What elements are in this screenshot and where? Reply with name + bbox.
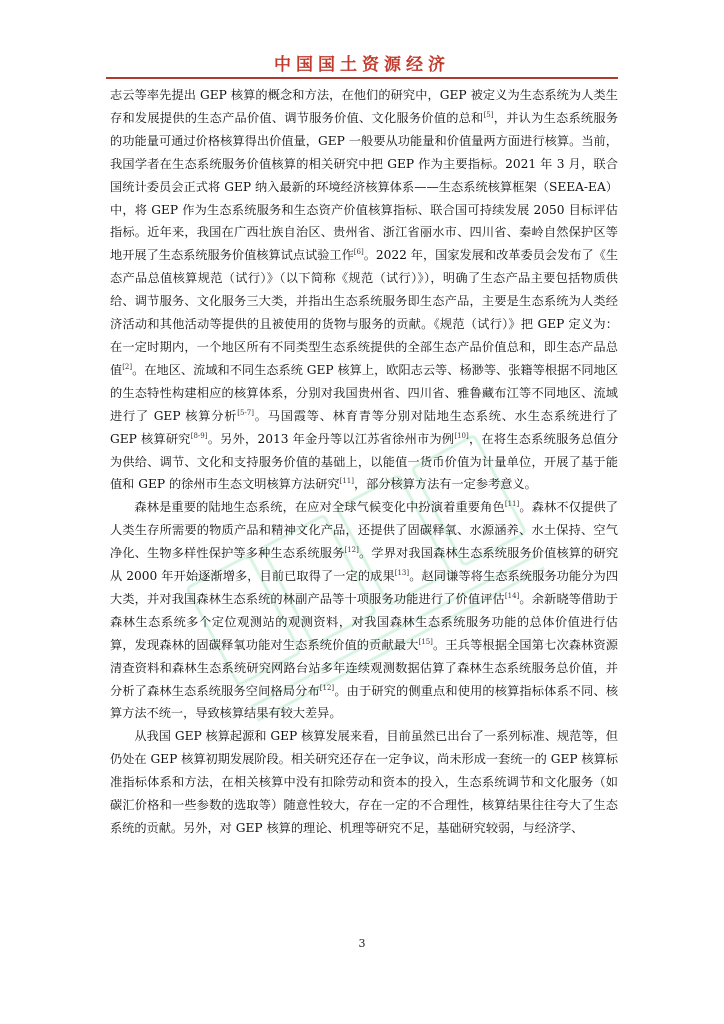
paragraph-gep-definition: 志云等率先提出 GEP 核算的概念和方法，在他们的研究中，GEP 被定义为生态系统为人类生存和发展提供的生态产品价值、调节服务价值、文化服务价值的总和[5]，并认为生态系统服务的功能量可通过价格核算得出价值量，GEP 一般要从功能量和价值量两方面进行核算。当前，我国学者在生态系统服务价值核算的相关研究中把 GEP 作为主要指标。2021 年 3 月，联合国统计委员会正式将 GEP 纳入最新的环境经济核算体系——生态系统核算框架（SEEA-EA）中，将 GEP 作为生态系统服务和生态资产价值核算指标、联合国可持续发展 2050 目标评估指标。近年来，我国在广西壮族自治区、贵州省、浙江省丽水市、四川省、秦岭自然保护区等地开展了生态系统服务价值核算试点试验工作[6]。2022 年，国家发展和改革委员会发布了《生态产品总值核算规范（试行）》（以下简称《规范（试行）》），明确了生态产品主要包括物质供给、调节服务、文化服务三大类，并指出生态系统服务即生态产品，主要是生态系统为人类经济活动和其他活动等提供的且被使用的货物与服务的贡献。《规范（试行）》把 GEP 定义为：在一定时期内，一个地区所有不同类型生态系统提供的全部生态产品价值总和，即生态产品总值[2]。在地区、流域和不同生态系统 GEP 核算上，欧阳志云等、杨渺等、张籍等根据不同地区的生态特性构建相应的核算体系，分别对我国贵州省、四川省、雅鲁藏布江等不同地区、流域进行了 GEP 核算分析[5-7]。马国霞等、林育青等分别对陆地生态系统、水生态系统进行了 GEP 核算研究[8-9]。另外，2013 年金丹等以江苏省徐州市为例[10]，在将生态系统服务总值分为供给、调节、文化和支持服务价值的基础上，以能值一货币价值为计量单位，开展了基于能值和 GEP 的徐州市生态文明核算方法研究[11]，部分核算方法有一定参考意义。 xyxy=(110,88,619,492)
header-divider xyxy=(106,77,618,79)
citation-ref: [14] xyxy=(504,591,520,600)
citation-ref: [6] xyxy=(353,248,364,257)
citation-ref: [12] xyxy=(319,683,335,692)
journal-header-title: 中国国土资源经济 xyxy=(274,55,450,75)
citation-ref: [15] xyxy=(418,637,433,646)
citation-ref: [5] xyxy=(483,110,494,119)
page-number: 3 xyxy=(358,937,366,950)
citation-ref: [12] xyxy=(344,546,359,555)
citation-ref: [11] xyxy=(339,477,354,486)
paragraph-gep-status: 从我国 GEP 核算起源和 GEP 核算发展来看，目前虽然已出台了一系列标准、规范等，但仍处在 GEP 核算初期发展阶段。相关研究还存在一定争议，尚未形成一套统一的 GEP 核算标准指标体系和方法，在相关核算中没有扣除劳动和资本的投入，生态系统调节和文化服务（如碳汇价格和一些参数的选取等）随意性较大，存在一定的不合理性，核算结果往往夸大了生态系统的贡献。另外，对 GEP 核算的理论、机理等研究不足，基础研究较弱，与经济学、 xyxy=(110,729,618,835)
citation-ref: [10] xyxy=(454,431,469,440)
article-body xyxy=(110,84,618,840)
citation-ref: [5-7] xyxy=(237,408,254,417)
paragraph-forest-ecosystem: 森林是重要的陆地生态系统，在应对全球气候变化中扮演着重要角色[11]。森林不仅提供了人类生存所需要的物质产品和精神文化产品，还提供了固碳释氧、水源涵养、水土保持、空气净化、生物多样性保护等多种生态系统服务[12]。学界对我国森林生态系统服务价值核算的研究从 2000 年开始逐渐增多，目前已取得了一定的成果[13]。赵同谦等将生态系统服务功能分为四大类，并对我国森林生态系统的林副产品等十项服务功能进行了价值评估[14]。余新晓等借助于森林生态系统多个定位观测站的观测资料，对我国森林生态系统服务功能的总体价值进行估算，发现森林的固碳释氧功能对生态系统价值的贡献最大[15]。王兵等根据全国第七次森林资源清查资料和森林生态系统研究网路台站多年连续观测数据估算了森林生态系统服务总价值，并分析了森林生态系统服务空间格局分布[12]。由于研究的侧重点和使用的核算指标体系不同、核算方法不统一，导致核算结果有较大差异。 xyxy=(110,500,619,721)
citation-ref: [8-9] xyxy=(190,431,208,440)
citation-ref: [11] xyxy=(504,500,520,509)
citation-ref: [13] xyxy=(394,568,410,577)
citation-ref: [2] xyxy=(122,362,133,371)
